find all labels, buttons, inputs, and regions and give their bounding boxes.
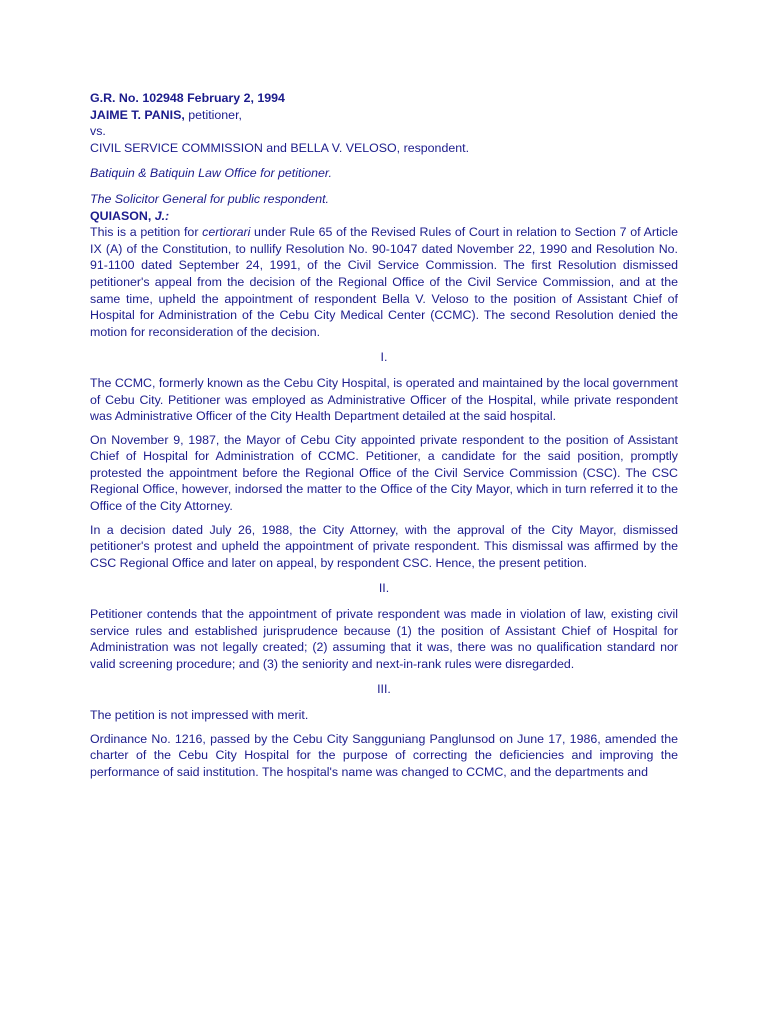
paragraph-1-text-a: This is a petition for bbox=[90, 225, 203, 240]
section-heading-1: I. bbox=[380, 350, 388, 365]
ponente-suffix: J.: bbox=[151, 208, 170, 223]
paragraph-7: Ordinance No. 1216, passed by the Cebu City Sangguniang Panglunsod on June 17, 1986, amended the charter of the Cebu City Hospital for the purpose of correcting the deficiencies and improving the performance of said institution. The hospital's name was changed to CCMC, and the departments and bbox=[90, 731, 678, 779]
petitioner-name: JAIME T. PANIS, bbox=[90, 107, 185, 122]
paragraph-1-text-b: under Rule 65 of the Revised Rules of Court in relation to Section 7 of Article IX (A) of the Constitution, to nullify Resolution No. 90-1047 dated November 22, 1990 and Resolution No. 91-1100 dated September 24, 1991, of the Civil Service Commission. The first Resolution dismissed petitioner's appeal from the decision of the Regional Office of the Civil Service Commission, and at the same time, upheld the appointment of respondent Bella V. Veloso to the position of Assistant Chief of Hospital for Administration of the Cebu City Medical Center (CCMC). The second Resolution denied the motion for reconsideration of the decision. bbox=[90, 225, 678, 339]
paragraph-1-emphasis: certiorari bbox=[202, 225, 251, 240]
respondents-line: CIVIL SERVICE COMMISSION and BELLA V. VELOSO, respondent. bbox=[90, 140, 470, 155]
petitioner-role: petitioner, bbox=[184, 107, 242, 122]
paragraph-5: Petitioner contends that the appointment of private respondent was made in violation of law, existing civil service rules and established jurisprudence because (1) the position of Assistant Chief of Hospital for Administration was not legally created; (2) assuming that it was, there was no qualification standard nor valid screening procedure; and (3) the seniority and next-in-rank rules were disregarded. bbox=[90, 607, 678, 671]
paragraph-6: The petition is not impressed with merit. bbox=[90, 708, 309, 722]
paragraph-1 bbox=[90, 224, 678, 340]
paragraph-4: In a decision dated July 26, 1988, the City Attorney, with the approval of the City Mayor, dismissed petitioner's protest and upheld the appointment of private respondent. This dismissal was affirmed by the CSC Regional Office and later on appeal, by respondent CSC. Hence, the present petition. bbox=[90, 522, 678, 570]
paragraph-2: The CCMC, formerly known as the Cebu City Hospital, is operated and maintained by the local government of Cebu City. Petitioner was employed as Administrative Officer of the Hospital, while private respondent was Administrative Officer of the City Health Department detailed at the said hospital. bbox=[90, 375, 678, 424]
section-heading-3: III. bbox=[377, 682, 391, 697]
ponente-heading bbox=[90, 208, 678, 225]
versus-line: vs. bbox=[90, 124, 106, 139]
case-number: G.R. No. 102948 February 2, 1994 bbox=[90, 91, 285, 105]
ponente-name: QUIASON, bbox=[90, 208, 152, 223]
petitioner-line bbox=[90, 107, 678, 124]
counsel-petitioner: Batiquin & Batiquin Law Office for petitioner. bbox=[90, 166, 332, 181]
document-page bbox=[90, 90, 678, 787]
section-heading-2: II. bbox=[378, 581, 390, 596]
paragraph-3: On November 9, 1987, the Mayor of Cebu City appointed private respondent to the position of Assistant Chief of Hospital for Administration of CCMC. Petitioner, a candidate for the said position, promptly protested the appointment before the Regional Office of the Civil Service Commission (CSC). The CSC Regional Office, however, indorsed the matter to the Office of the City Mayor, which in turn referred it to the Office of the City Attorney. bbox=[90, 432, 678, 514]
counsel-respondent: The Solicitor General for public respondent. bbox=[90, 191, 329, 206]
